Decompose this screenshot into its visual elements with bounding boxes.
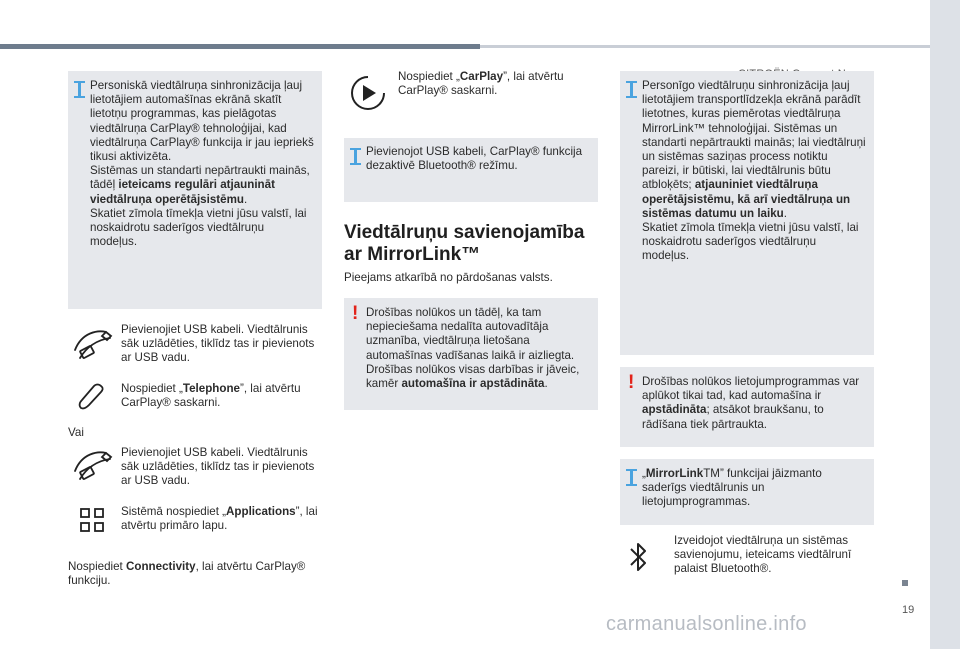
info-box-bluetooth (344, 138, 598, 202)
header-rule-light (480, 45, 930, 48)
phone-icon (76, 381, 106, 411)
section-heading: Viedtālruņu savienojamība ar MirrorLink™ (344, 222, 585, 265)
step-usb-connect-2: Pievienojiet USB kabeli. Viedtālrunis sāk uzlādēties, tiklīdz tas ir pievienots ar USB vadu. (121, 446, 315, 488)
warning-text: Drošības nolūkos lietojumprogrammas var aplūkot tikai tad, kad automašīna ir apstādināta; atsākot braukšanu, to rādīšana tiek pārtraukta. (642, 375, 860, 431)
applications-grid-icon (80, 508, 104, 532)
section-marker (902, 580, 908, 586)
warning-box-apps (620, 367, 874, 447)
warning-icon: ! (352, 303, 359, 324)
info-text-3: Skatiet zīmola tīmekļa vietni jūsu valstī, lai noskaidrotu saderīgos viedtālruņu modeļus. (90, 206, 307, 249)
info-icon (354, 149, 357, 164)
step-telephone: Nospiediet „Telephone”, lai atvērtu CarPlay® saskarni. (121, 382, 301, 410)
carplay-play-icon (349, 74, 387, 112)
info-box-carplay (68, 71, 322, 309)
usb-cable-icon (72, 328, 114, 362)
warning-text: Drošības nolūkos un tādēļ, ka tam nepieciešama nedalīta autovadītāja uzmanība, viedtālruņa lietošana automašīnas vadīšanas laikā ir aizliegta. Drošības nolūkos visas darbības ir jāveic, kamēr automašīna ir apstādināta. (366, 306, 580, 391)
info-box-mirrorlink (620, 71, 874, 355)
bluetooth-note: Izveidojot viedtālruņa un sistēmas savienojumu, ieteicams viedtālrunī palaist Bluetooth®. (674, 534, 852, 576)
info-text: Personiskā viedtālruņa sinhronizācija ļauj lietotājiem automašīnas ekrānā skatīt lietotņu programmas, kas pielāgotas viedtālruņa CarPlay® tehnoloģijai, kad viedtālruņa CarPlay® funkcija ir jau iepriekš tikusi aktivizēta. (90, 79, 314, 164)
usb-cable-icon (72, 449, 114, 483)
info-text: Pievienojot USB kabeli, CarPlay® funkcija dezaktivē Bluetooth® režīmu. (366, 145, 583, 173)
page-edge-band (930, 0, 960, 649)
watermark: carmanualsonline.info (606, 613, 807, 635)
warning-icon: ! (628, 372, 635, 393)
info-box-compatible (620, 459, 874, 525)
info-icon (78, 82, 81, 97)
header-rule-dark (0, 44, 480, 49)
step-usb-connect: Pievienojiet USB kabeli. Viedtālrunis sāk uzlādēties, tiklīdz tas ir pievienots ar USB vadu. (121, 323, 315, 365)
info-icon (630, 470, 633, 485)
page-number: 19 (902, 604, 915, 616)
or-label: Vai (68, 426, 84, 439)
info-text: „MirrorLinkTM” funkcijai jāizmanto saderīgs viedtālrunis un lietojumprogrammas. (642, 467, 822, 509)
warning-box-driving (344, 298, 598, 410)
info-text: Personīgo viedtālruņu sinhronizācija ļauj lietotājiem transportlīdzekļa ekrānā parādīt lietotnes, kuras piemērotas viedtālruņa MirrorLink™ tehnoloģijai. Sistēmas un standarti nepārtraukti mainās; lai viedtālruņi un sistēmas saziņas process notiktu pareizi, ir būtiski, lai viedtālrunis būtu atbloķēts; atjauniniet viedtālruņa operētājsistēmu, kā arī viedtālruņa un sistēmas datumu un laiku. (642, 79, 866, 220)
step-connectivity: Nospiediet Connectivity, lai atvērtu CarPlay® funkciju. (68, 560, 306, 588)
info-text-2: Sistēmas un standarti nepārtraukti mainās, tādēļ ieteicams regulāri atjaunināt viedtālruņa operētājsistēmu. (90, 164, 310, 206)
info-icon (630, 82, 633, 97)
info-text-2: Skatiet zīmola tīmekļa vietni jūsu valstī, lai noskaidrotu saderīgos viedtālruņu modeļus. (642, 221, 859, 263)
bluetooth-icon (628, 540, 650, 574)
availability-note: Pieejams atkarībā no pārdošanas valsts. (344, 271, 553, 284)
step-applications: Sistēmā nospiediet „Applications”, lai atvērtu primāro lapu. (121, 505, 318, 533)
step-carplay: Nospiediet „CarPlay”, lai atvērtu CarPlay® saskarni. (398, 70, 564, 98)
